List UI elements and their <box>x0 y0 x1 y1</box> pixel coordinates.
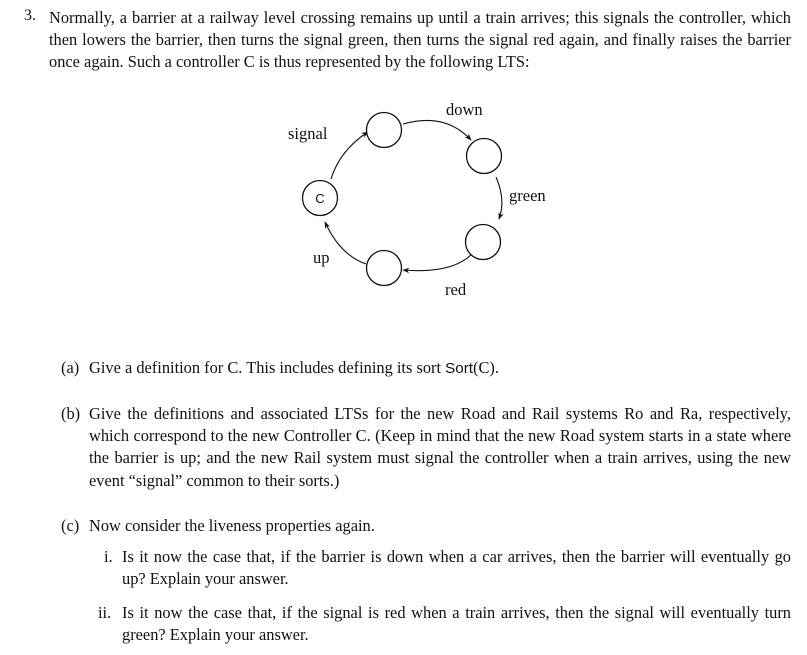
state-4 <box>367 251 402 286</box>
state-2 <box>467 139 502 174</box>
part-b-text: Give the definitions and associated LTSs for the new Road and Rail systems Ro and Ra, respectively, which correspond to the new Controller C. (Keep in mind that the new Road system starts in a state where the barrier is up; and the new Rail system must signal the controller when a train arrives, using the new event “signal” common to their sorts.) <box>89 404 791 490</box>
question-number: 3. <box>24 7 36 24</box>
label-signal: signal <box>288 124 328 143</box>
sort-function: Sort <box>445 360 474 377</box>
part-a-text <box>89 357 791 380</box>
state-3 <box>466 225 501 260</box>
state-1 <box>367 113 402 148</box>
edge-down <box>403 120 471 140</box>
subpart-ii-label: ii. <box>98 603 112 622</box>
edge-up <box>325 222 366 264</box>
subpart-i-label: i. <box>104 547 113 566</box>
state-c-label: C <box>315 191 325 206</box>
label-red: red <box>445 280 467 299</box>
part-a-label: (a) <box>61 358 80 377</box>
sort-argument: (C). <box>473 358 499 377</box>
label-down: down <box>446 100 483 119</box>
edge-green <box>496 177 502 219</box>
subpart-i-text: Is it now the case that, if the barrier is down when a car arrives, then the barrier will eventually go up? Explain your answer. <box>122 547 791 589</box>
label-green: green <box>509 186 546 205</box>
part-b-label: (b) <box>61 404 81 423</box>
part-a-body: Give a definition for C. This includes defining its sort <box>89 358 446 377</box>
edge-red <box>403 254 472 271</box>
part-c-label: (c) <box>61 516 80 535</box>
label-up: up <box>313 248 330 267</box>
question-intro: Normally, a barrier at a railway level crossing remains up until a train arrives; this signals the controller, which then lowers the barrier, then turns the signal green, then turns the signal red again, and finally raises the barrier once again. Such a controller C is thus represented by the following LTS: <box>49 8 791 72</box>
edge-signal <box>331 132 368 179</box>
part-c-text: Now consider the liveness properties again. <box>89 516 375 535</box>
subpart-ii-text: Is it now the case that, if the signal is red when a train arrives, then the signal will eventually turn green? Explain your answer. <box>122 603 791 645</box>
